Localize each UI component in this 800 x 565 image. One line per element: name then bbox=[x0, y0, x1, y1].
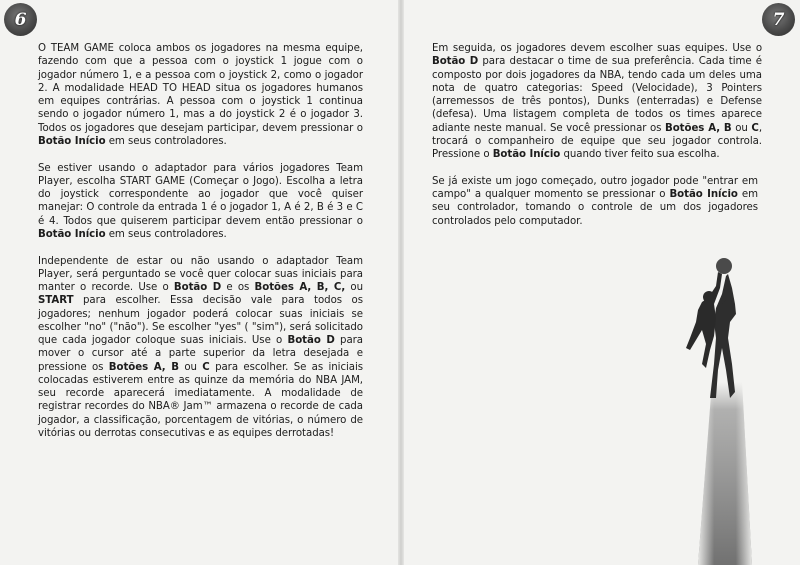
text-run: em seus controladores. bbox=[105, 228, 227, 240]
text-run: em seus controladores. bbox=[105, 135, 227, 147]
paragraph bbox=[38, 162, 363, 242]
text-run: quando tiver feito sua escolha. bbox=[560, 149, 720, 160]
bold-text: Botão Início bbox=[492, 149, 561, 160]
text-run: para destacar o time de sua preferência. Cada time é composto por dois jogadores da NBA, tendo cada um deles uma nota de quatro categorias: Speed (Velocidade), 3 Pointers (arremessos de três pontos), Dunks (enterradas) e Defense (defesa). Uma listagem completa de todos os times aparece adiante neste manual. Se você pressionar os bbox=[432, 56, 762, 134]
paragraph bbox=[432, 175, 758, 228]
bold-text: Botões A, B, C, bbox=[254, 282, 346, 293]
text-run: ou bbox=[345, 282, 363, 293]
text-run: para escolher. Essa decisão vale para todos os jogadores; nenhum jogador poderá colocar suas iniciais se escolher "no" ("não"). Se escolher "yes" ( "sim"), será solicitado que cada jogador coloque suas iniciais. Use o bbox=[38, 295, 363, 346]
bold-text: Botão Início bbox=[669, 189, 738, 200]
text-run: e os bbox=[221, 282, 255, 293]
page-number-right bbox=[762, 3, 795, 36]
text-run: ou bbox=[731, 122, 752, 134]
paragraph bbox=[38, 255, 363, 441]
bold-text: Botão D bbox=[173, 282, 222, 293]
bold-text: C bbox=[202, 361, 210, 373]
bold-text: C bbox=[751, 122, 759, 134]
right-page-text bbox=[432, 42, 762, 241]
text-run: ou bbox=[178, 361, 203, 373]
bold-text: START bbox=[38, 295, 74, 307]
paragraph bbox=[432, 42, 762, 161]
bold-text: Botão D bbox=[432, 56, 479, 68]
bold-text: Botões A, B bbox=[665, 122, 732, 134]
basketball-players-silhouette-icon bbox=[672, 252, 772, 565]
left-page-text bbox=[38, 42, 363, 454]
page-number-right-text: 7 bbox=[772, 9, 785, 30]
text-run: em seu controlador, tomando o controle de um dos jogadores controlados pelo computador. bbox=[432, 189, 758, 227]
text-run: O TEAM GAME coloca ambos os jogadores na mesma equipe, fazendo com que a pessoa com o joystick 1 jogue com o jogador número 1, e a pessoa com o joystick 2, como o jogador 2. A modalidade HEAD TO HEAD situa os jogadores humanos em equipes contrárias. A pessoa com o joystick 1 continua sendo o jogador número 1, mas a do joystick 2 é o jogador 3. Todos os jogadores que desejam participar, devem pressionar o bbox=[38, 43, 363, 134]
text-run: para escolher. Se as iniciais colocadas estiverem entre as quinze da memória do NBA JAM, seu recorde aparecerá imediatamente. A modalidade de registrar recordes do NBA® Jam™ armazena o recorde de cada jogador, a classificação, porcentagem de vitórias, o número de vitórias ou derrotas consecutivas e as equipes derrotadas! bbox=[38, 361, 364, 439]
bold-text: Botão D bbox=[287, 335, 335, 346]
text-run: , trocará o companheiro de equipe que seu jogador controla. Pressione o bbox=[432, 122, 763, 160]
text-run: para mover o cursor até a parte superior da letra desejada e pressione os bbox=[38, 335, 363, 373]
text-run: Se estiver usando o adaptador para vários jogadores Team Player, escolha START GAME (Começar o Jogo). Escolha a letra do joystick correspondente ao jogador que você quiser manejar: O controle da entrada 1 é o jogador 1, A é 2, B é 3 e C é 4. Todos que quiserem participar devem então pressionar o bbox=[38, 162, 363, 227]
bold-text: Botão Início bbox=[38, 228, 106, 240]
page-number-left bbox=[4, 3, 37, 36]
bold-text: Botão Início bbox=[38, 135, 106, 147]
text-run: Independente de estar ou não usando o adaptador Team Player, será perguntado se você quer colocar suas iniciais para manter o recorde. Use o bbox=[38, 255, 363, 293]
bold-text: Botões A, B bbox=[108, 361, 179, 373]
text-run: Em seguida, os jogadores devem escolher suas equipes. Use o bbox=[432, 43, 762, 54]
text-run: Se já existe um jogo começado, outro jogador pode "entrar em campo" a qualquer momento se pressionar o bbox=[432, 175, 758, 200]
page-gutter bbox=[398, 0, 404, 565]
paragraph bbox=[38, 42, 363, 148]
page-number-left-text: 6 bbox=[14, 9, 27, 30]
